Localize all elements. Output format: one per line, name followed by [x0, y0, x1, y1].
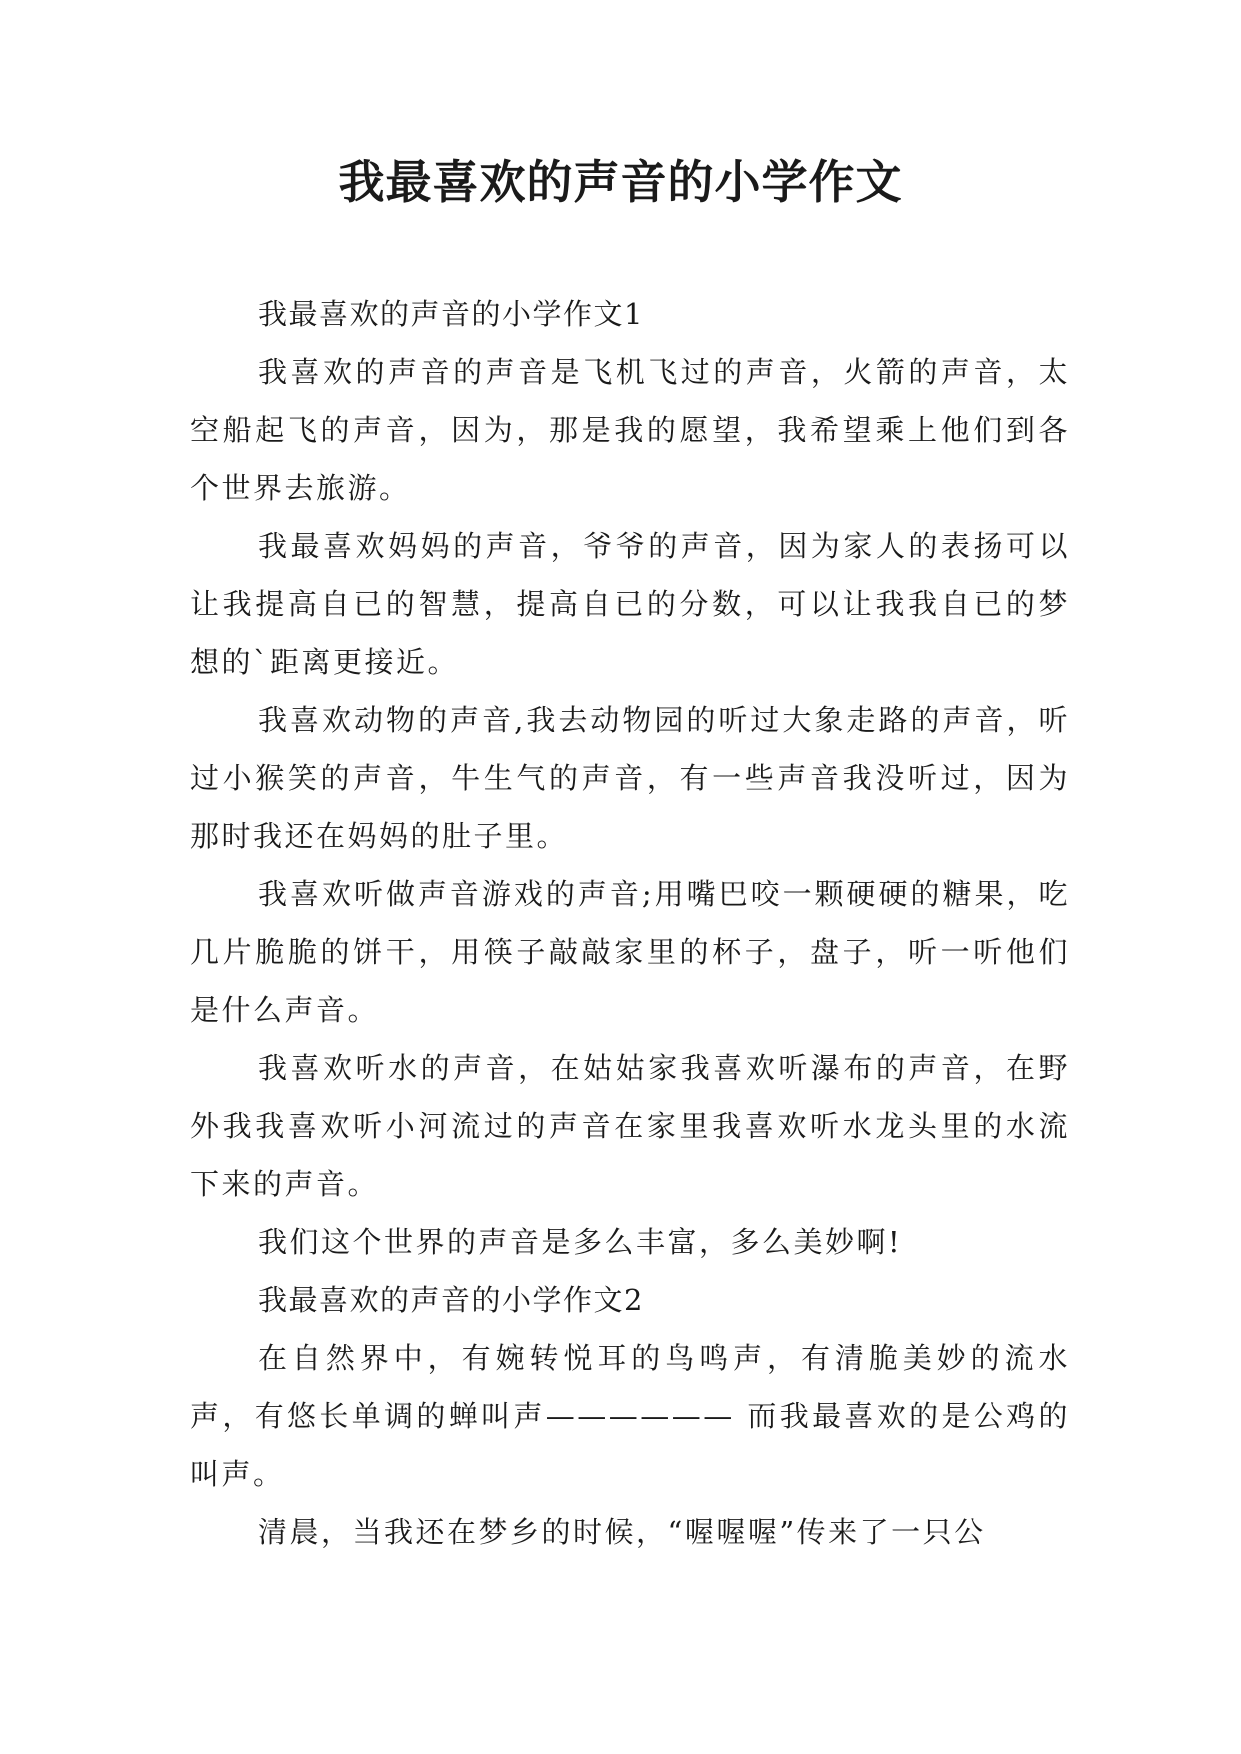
paragraph: 我喜欢动物的声音,我去动物园的听过大象走路的声音，听过小猴笑的声音，牛生气的声音，有一些声音我没听过，因为那时我还在妈妈的肚子里。	[190, 703, 1070, 853]
paragraph: 清晨，当我还在梦乡的时候，“喔喔喔”传来了一只公	[258, 1515, 986, 1549]
paragraph: 我喜欢的声音的声音是飞机飞过的声音，火箭的声音，太空船起飞的声音，因为，那是我的愿望，我希望乘上他们到各个世界去旅游。	[190, 355, 1070, 505]
paragraph: 我们这个世界的声音是多么丰富，多么美妙啊!	[258, 1225, 903, 1259]
paragraph: 我最喜欢妈妈的声音，爷爷的声音，因为家人的表扬可以让我提高自已的智慧，提高自已的分数，可以让我我自已的梦想的`距离更接近。	[190, 529, 1070, 679]
document-title: 我最喜欢的声音的小学作文	[338, 155, 903, 209]
section-heading-1: 我最喜欢的声音的小学作文1	[258, 297, 644, 331]
document-body	[190, 285, 1070, 1561]
paragraph: 我喜欢听水的声音，在姑姑家我喜欢听瀑布的声音，在野外我我喜欢听小河流过的声音在家里我喜欢听水龙头里的水流下来的声音。	[190, 1051, 1070, 1201]
paragraph: 我喜欢听做声音游戏的声音;用嘴巴咬一颗硬硬的糖果，吃几片脆脆的饼干，用筷子敲敲家里的杯子，盘子，听一听他们是什么声音。	[190, 877, 1070, 1027]
paragraph: 在自然界中，有婉转悦耳的鸟鸣声，有清脆美妙的流水声，有悠长单调的蝉叫声—————— 而我最喜欢的是公鸡的叫声。	[190, 1341, 1070, 1491]
section-heading-2: 我最喜欢的声音的小学作文2	[258, 1283, 644, 1317]
